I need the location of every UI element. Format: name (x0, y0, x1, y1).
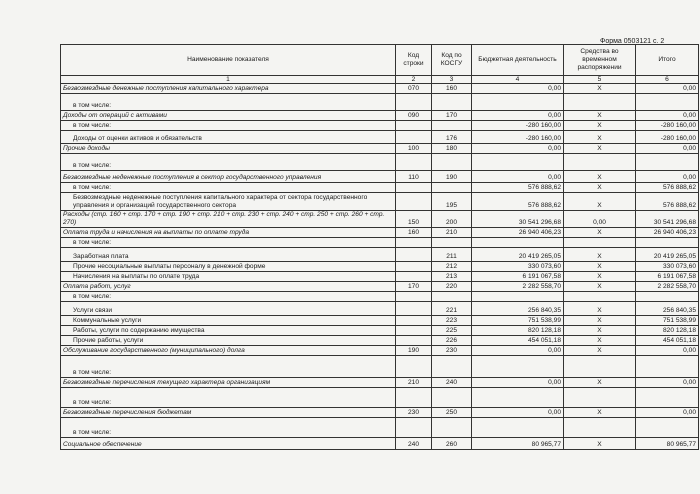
row-budget: 0,00 (472, 171, 564, 183)
row-code: 070 (396, 84, 432, 94)
row-kosgu (432, 388, 472, 408)
table-row (61, 111, 699, 121)
row-kosgu: 260 (432, 438, 472, 450)
row-total: 0,00 (636, 378, 699, 388)
table-row (61, 262, 699, 272)
row-total (636, 94, 699, 111)
row-temp: X (564, 248, 636, 262)
row-kosgu: 200 (432, 211, 472, 228)
column-index: 3 (432, 76, 472, 84)
row-name: в том числе: (61, 356, 396, 378)
header-code: Код строки (396, 45, 432, 76)
row-code: 100 (396, 144, 432, 154)
row-name: Безвозмездные перечисления текущего характера организациям (61, 378, 396, 388)
row-budget: 6 191 067,58 (472, 272, 564, 282)
header-total: Итого (636, 45, 699, 76)
row-budget: 576 888,62 (472, 193, 564, 211)
row-code (396, 316, 432, 326)
row-kosgu: 190 (432, 171, 472, 183)
row-temp: X (564, 408, 636, 418)
row-kosgu: 226 (432, 336, 472, 346)
table-row (61, 282, 699, 292)
row-budget: 26 940 406,23 (472, 228, 564, 238)
row-temp: X (564, 272, 636, 282)
row-name: Начисления на выплаты по оплате труда (61, 272, 396, 282)
row-total: 820 128,18 (636, 326, 699, 336)
header-temp: Средства во временном распоряжении (564, 45, 636, 76)
table-row (61, 228, 699, 238)
row-budget: 0,00 (472, 378, 564, 388)
row-total: 0,00 (636, 408, 699, 418)
row-total: 576 888,62 (636, 193, 699, 211)
row-name: Оплата труда и начисления на выплаты по оплате труда (61, 228, 396, 238)
row-budget (472, 94, 564, 111)
row-temp (564, 388, 636, 408)
row-code (396, 94, 432, 111)
row-budget: -280 160,00 (472, 121, 564, 131)
row-kosgu: 210 (432, 228, 472, 238)
row-kosgu (432, 418, 472, 438)
row-total: 751 538,99 (636, 316, 699, 326)
row-name: Безвозмездные перечисления бюджетам (61, 408, 396, 418)
row-name: в том числе: (61, 418, 396, 438)
row-budget: 820 128,18 (472, 326, 564, 336)
row-name: Прочие несоциальные выплаты персоналу в денежной форме (61, 262, 396, 272)
row-temp (564, 238, 636, 248)
row-name: в том числе: (61, 292, 396, 302)
row-code: 170 (396, 282, 432, 292)
row-code (396, 121, 432, 131)
row-name: в том числе: (61, 238, 396, 248)
row-temp: X (564, 378, 636, 388)
row-total: -280 160,00 (636, 131, 699, 144)
row-total: 26 940 406,23 (636, 228, 699, 238)
row-kosgu: 180 (432, 144, 472, 154)
row-name: Доходы от оценки активов и обязательств (61, 131, 396, 144)
table-row (61, 144, 699, 154)
row-budget (472, 388, 564, 408)
row-budget: 0,00 (472, 408, 564, 418)
row-budget: 751 538,99 (472, 316, 564, 326)
row-budget: 256 840,35 (472, 302, 564, 316)
row-code (396, 302, 432, 316)
row-name: Расходы (стр. 160 + стр. 170 + стр. 190 + стр. 210 + стр. 230 + стр. 240 + стр. 250 + стр. 260 + стр. 270) (61, 211, 396, 228)
row-budget: 454 051,18 (472, 336, 564, 346)
row-kosgu: 250 (432, 408, 472, 418)
row-name: Безвозмездные денежные поступления капитального характера (61, 84, 396, 94)
table-row (61, 302, 699, 316)
row-code (396, 336, 432, 346)
row-name: Безвозмездные неденежные поступления капитального характера от сектора государственного управления и организаций государственного сектора (61, 193, 396, 211)
table-row (61, 408, 699, 418)
report-table (60, 44, 699, 450)
row-name: в том числе: (61, 121, 396, 131)
row-name: Безвозмездные неденежные поступления в сектор государственного управления (61, 171, 396, 183)
row-kosgu: 160 (432, 84, 472, 94)
table-row (61, 171, 699, 183)
row-total: 576 888,62 (636, 183, 699, 193)
table-row (61, 336, 699, 346)
row-temp: X (564, 183, 636, 193)
row-code: 160 (396, 228, 432, 238)
row-kosgu: 176 (432, 131, 472, 144)
row-budget: 0,00 (472, 346, 564, 356)
row-code: 110 (396, 171, 432, 183)
table-row (61, 154, 699, 171)
row-budget: 0,00 (472, 144, 564, 154)
row-kosgu: 213 (432, 272, 472, 282)
row-total: 0,00 (636, 346, 699, 356)
row-kosgu: 211 (432, 248, 472, 262)
row-total (636, 154, 699, 171)
row-temp (564, 356, 636, 378)
row-budget: 330 073,60 (472, 262, 564, 272)
row-code (396, 131, 432, 144)
row-budget: 0,00 (472, 84, 564, 94)
row-name: Прочие работы, услуги (61, 336, 396, 346)
header-budget: Бюджетная деятельность (472, 45, 564, 76)
row-name: Коммунальные услуги (61, 316, 396, 326)
row-kosgu (432, 292, 472, 302)
row-total: 20 419 265,05 (636, 248, 699, 262)
row-budget (472, 154, 564, 171)
row-code: 240 (396, 438, 432, 450)
row-budget: -280 160,00 (472, 131, 564, 144)
row-code: 190 (396, 346, 432, 356)
row-temp: X (564, 121, 636, 131)
table-row (61, 378, 699, 388)
row-budget (472, 292, 564, 302)
row-temp: X (564, 111, 636, 121)
table-row (61, 418, 699, 438)
row-budget: 576 888,62 (472, 183, 564, 193)
table-row (61, 438, 699, 450)
row-kosgu: 220 (432, 282, 472, 292)
row-total (636, 388, 699, 408)
table-row (61, 131, 699, 144)
table-row (61, 388, 699, 408)
row-name: Доходы от операций с активами (61, 111, 396, 121)
table-body (61, 84, 699, 450)
row-budget: 0,00 (472, 111, 564, 121)
row-code: 210 (396, 378, 432, 388)
row-name: в том числе: (61, 388, 396, 408)
row-temp: X (564, 228, 636, 238)
row-name: в том числе: (61, 94, 396, 111)
row-code: 230 (396, 408, 432, 418)
row-budget: 2 282 558,70 (472, 282, 564, 292)
row-kosgu (432, 356, 472, 378)
column-index: 1 (61, 76, 396, 84)
row-total (636, 292, 699, 302)
row-temp: X (564, 316, 636, 326)
row-total (636, 418, 699, 438)
row-name: Работы, услуги по содержанию имущества (61, 326, 396, 336)
row-kosgu: 230 (432, 346, 472, 356)
table-row (61, 94, 699, 111)
row-temp: X (564, 84, 636, 94)
row-total: 2 282 558,70 (636, 282, 699, 292)
row-kosgu: 212 (432, 262, 472, 272)
table-row (61, 84, 699, 94)
row-total: 0,00 (636, 171, 699, 183)
row-temp: X (564, 302, 636, 316)
row-total: 454 051,18 (636, 336, 699, 346)
row-temp (564, 418, 636, 438)
row-temp: X (564, 262, 636, 272)
row-code (396, 183, 432, 193)
form-code: Форма 0503121 с. 2 (600, 38, 665, 45)
row-name: Оплата работ, услуг (61, 282, 396, 292)
table-row (61, 183, 699, 193)
row-total: 0,00 (636, 111, 699, 121)
row-name: Прочие доходы (61, 144, 396, 154)
table-row (61, 238, 699, 248)
row-temp: X (564, 438, 636, 450)
column-index-row (61, 76, 699, 84)
row-total: 80 965,77 (636, 438, 699, 450)
row-budget (472, 418, 564, 438)
row-code (396, 193, 432, 211)
table-row (61, 292, 699, 302)
table-row (61, 211, 699, 228)
row-kosgu: 240 (432, 378, 472, 388)
row-total: 30 541 296,68 (636, 211, 699, 228)
table-row (61, 248, 699, 262)
row-name: Социальное обеспечение (61, 438, 396, 450)
row-temp: X (564, 282, 636, 292)
row-temp (564, 292, 636, 302)
row-temp: 0,00 (564, 211, 636, 228)
column-index: 4 (472, 76, 564, 84)
row-code (396, 154, 432, 171)
row-code: 150 (396, 211, 432, 228)
header-row (61, 45, 699, 76)
row-code (396, 326, 432, 336)
row-code (396, 388, 432, 408)
row-temp (564, 154, 636, 171)
row-code (396, 292, 432, 302)
row-temp: X (564, 131, 636, 144)
row-total: 330 073,60 (636, 262, 699, 272)
row-total: 256 840,35 (636, 302, 699, 316)
row-code (396, 262, 432, 272)
table-row (61, 326, 699, 336)
row-code: 090 (396, 111, 432, 121)
table-row (61, 193, 699, 211)
header-name: Наименование показателя (61, 45, 396, 76)
row-name: в том числе: (61, 183, 396, 193)
row-code (396, 272, 432, 282)
row-total: -280 160,00 (636, 121, 699, 131)
row-temp: X (564, 144, 636, 154)
row-kosgu: 221 (432, 302, 472, 316)
row-code (396, 356, 432, 378)
row-kosgu: 223 (432, 316, 472, 326)
row-kosgu: 225 (432, 326, 472, 336)
row-kosgu (432, 121, 472, 131)
table-row (61, 121, 699, 131)
column-index: 2 (396, 76, 432, 84)
column-index: 5 (564, 76, 636, 84)
row-budget (472, 238, 564, 248)
row-total (636, 238, 699, 248)
row-total (636, 356, 699, 378)
row-kosgu (432, 238, 472, 248)
column-index: 6 (636, 76, 699, 84)
row-total: 0,00 (636, 84, 699, 94)
row-code (396, 238, 432, 248)
row-kosgu (432, 154, 472, 171)
row-budget: 80 965,77 (472, 438, 564, 450)
row-budget: 30 541 296,68 (472, 211, 564, 228)
row-name: в том числе: (61, 154, 396, 171)
header-kosgu: Код по КОСГУ (432, 45, 472, 76)
row-kosgu (432, 183, 472, 193)
row-temp: X (564, 326, 636, 336)
row-kosgu: 195 (432, 193, 472, 211)
row-temp (564, 94, 636, 111)
row-kosgu (432, 94, 472, 111)
row-total: 6 191 067,58 (636, 272, 699, 282)
row-temp: X (564, 336, 636, 346)
table-row (61, 272, 699, 282)
row-name: Обслуживание государственного (муниципального) долга (61, 346, 396, 356)
row-temp: X (564, 346, 636, 356)
row-name: Заработная плата (61, 248, 396, 262)
row-temp: X (564, 193, 636, 211)
table-row (61, 356, 699, 378)
row-kosgu: 170 (432, 111, 472, 121)
table-row (61, 346, 699, 356)
row-budget: 20 419 265,05 (472, 248, 564, 262)
row-code (396, 418, 432, 438)
table-row (61, 316, 699, 326)
row-code (396, 248, 432, 262)
row-total: 0,00 (636, 144, 699, 154)
row-budget (472, 356, 564, 378)
row-name: Услуги связи (61, 302, 396, 316)
row-temp: X (564, 171, 636, 183)
